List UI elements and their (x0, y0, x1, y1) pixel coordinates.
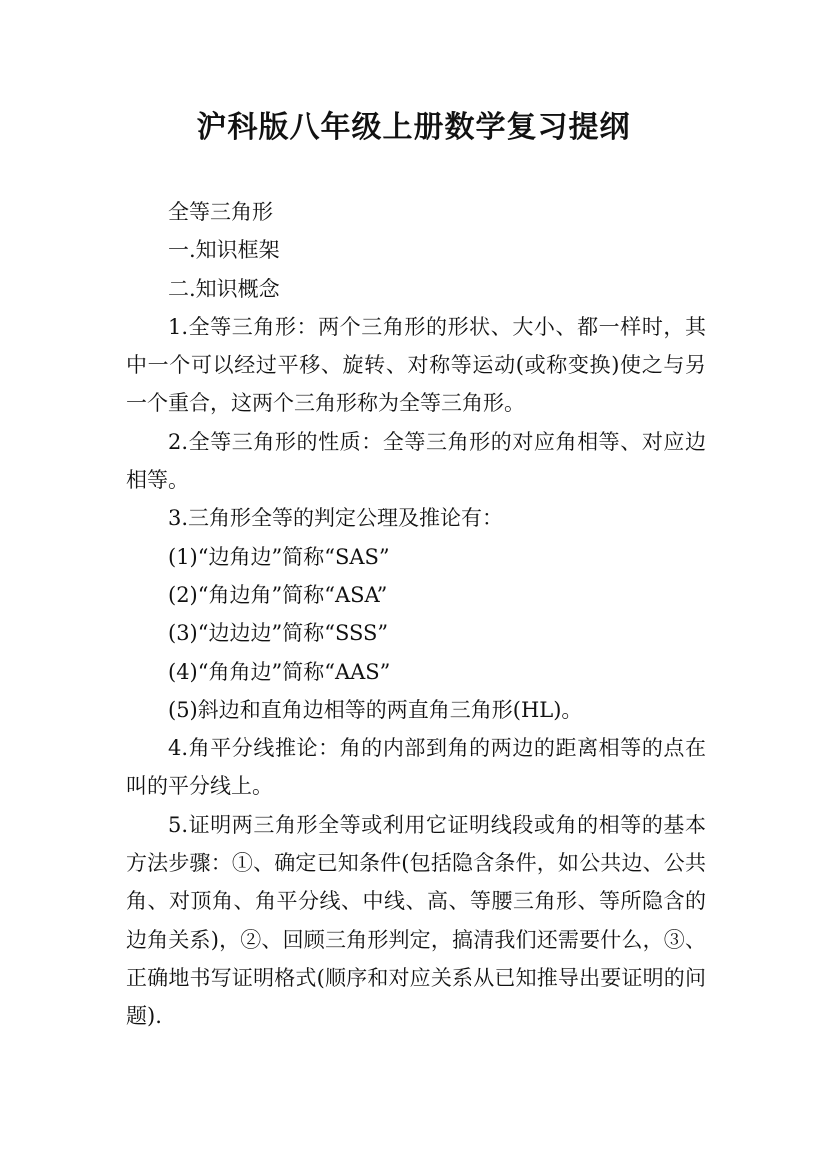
list-item-sss: (3)“边边边”简称“SSS” (168, 621, 389, 646)
document-body (126, 193, 706, 1036)
subheading-knowledge-concepts: 二.知识概念 (168, 276, 280, 301)
paragraph-angle-bisector: 4.角平分线推论：角的内部到角的两边的距离相等的点在叫的平分线上。 (126, 736, 706, 799)
paragraph-criteria-intro: 3.三角形全等的判定公理及推论有： (168, 506, 504, 531)
paragraph-proof-steps: 5.证明两三角形全等或利用它证明线段或角的相等的基本方法步骤：①、确定已知条件(包括隐含条件，如公共边、公共角、对顶角、角平分线、中线、高、等腰三角形、等所隐含的边角关系)，②、回顾三角形判定，搞清我们还需要什么，③、正确地书写证明格式(顺序和对应关系从已知推导出要证明的问题). (126, 812, 706, 1029)
list-item-hl: (5)斜边和直角边相等的两直角三角形(HL)。 (168, 697, 583, 722)
document-title: 沪科版八年级上册数学复习提纲 (196, 110, 631, 145)
list-item-aas: (4)“角角边”简称“AAS” (168, 659, 391, 684)
paragraph-definition: 1.全等三角形：两个三角形的形状、大小、都一样时，其中一个可以经过平移、旋转、对称等运动(或称变换)使之与另一个重合，这两个三角形称为全等三角形。 (126, 314, 706, 416)
list-item-asa: (2)“角边角”简称“ASA” (168, 582, 388, 607)
paragraph-properties: 2.全等三角形的性质：全等三角形的对应角相等、对应边相等。 (126, 429, 706, 493)
subheading-knowledge-framework: 一.知识框架 (168, 238, 280, 263)
list-item-sas: (1)“边角边”简称“SAS” (168, 544, 390, 569)
section-heading: 全等三角形 (168, 200, 273, 224)
